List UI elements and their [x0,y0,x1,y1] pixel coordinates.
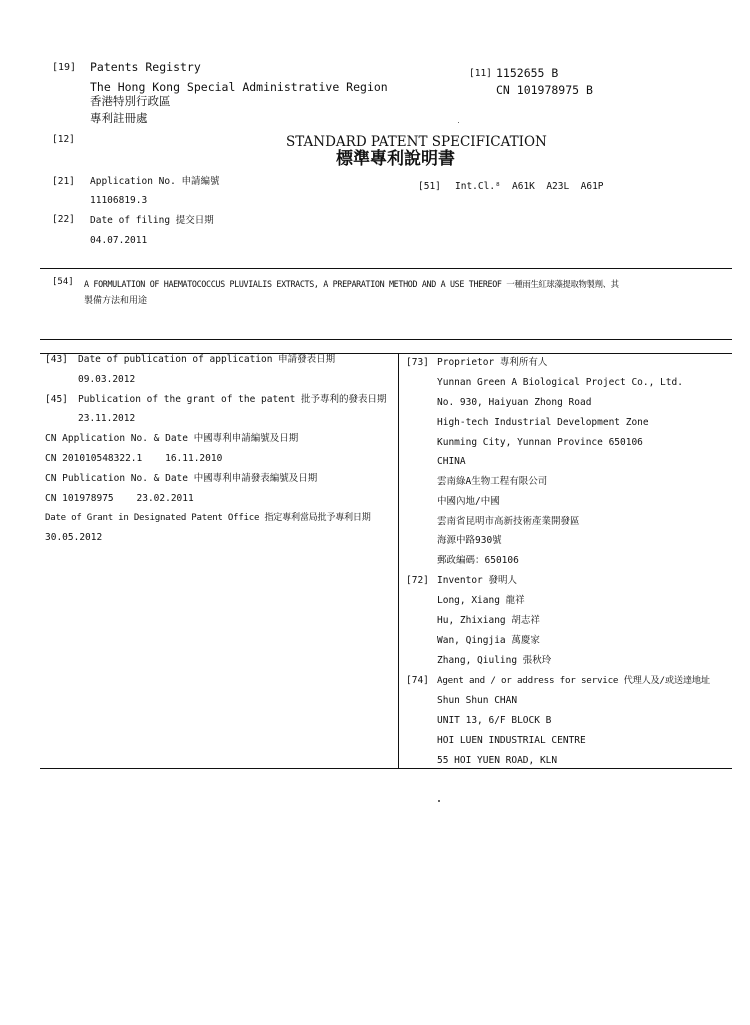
proprietor-line: No. 930, Haiyuan Zhong Road [437,397,592,408]
column-divider [398,353,399,769]
inid-code-11: [11] [469,68,492,79]
inid-code-54: [54] [52,277,74,287]
designated-grant-label: Date of Grant in Designated Patent Office 指定專利當局批予專利日期 [45,513,371,523]
registry-name-zh: 專利註冊處 [90,111,148,125]
proprietor-line: 郵政編碼：650106 [437,555,519,566]
inventor-name: Hu, Zhixiang 胡志祥 [437,615,540,626]
agent-line: HOI LUEN INDUSTRIAL CENTRE [437,735,586,746]
inid-code-72: [72] [406,575,429,586]
inid-code-19: [19] [52,62,77,73]
application-number-label: Application No. 申請編號 [90,176,220,187]
inid-code-45: [45] [45,394,68,405]
publication-date: 09.03.2012 [78,374,136,385]
title-top-rule [40,268,732,269]
int-cl-codes: A61K A23L A61P [512,181,604,192]
proprietor-line: 中國內地/中國 [437,496,500,507]
agent-label: Agent and / or address for service 代理人及/或送達地址 [437,675,710,686]
inventor-label: Inventor 發明人 [437,575,517,586]
cn-application-value: CN 201010548322.1 16.11.2010 [45,453,223,464]
inid-code-12: [12] [52,134,75,145]
filing-date-label: Date of filing 提交日期 [90,215,214,226]
title-bottom-rule [40,339,732,340]
cn-patent-number: CN 101978975 B [496,83,593,97]
registry-name-en: Patents Registry [90,60,201,74]
proprietor-line: High-tech Industrial Development Zone [437,417,649,428]
region-name-en: The Hong Kong Special Administrative Region [90,80,388,94]
invention-title-line1: A FORMULATION OF HAEMATOCOCCUS PLUVIALIS EXTRACTS, A PREPARATION METHOD AND A USE THEREOF 一種雨生紅球藻提取物製劑、其 [84,279,619,289]
region-name-zh: 香港特別行政區 [90,94,171,108]
inid-code-74: [74] [406,675,429,686]
grant-publication-date: 23.11.2012 [78,413,136,424]
proprietor-line: 海源中路930號 [437,535,502,546]
spec-title-zh: 標準專利說明書 [336,149,455,169]
patent-number: 1152655 B [496,66,559,80]
proprietor-line: Kunming City, Yunnan Province 650106 [437,437,643,448]
spec-title-en: STANDARD PATENT SPECIFICATION [286,134,547,150]
invention-title-line2: 製備方法和用途 [84,296,148,306]
scan-speck [458,122,459,123]
agent-line: UNIT 13, 6/F BLOCK B [437,715,552,726]
proprietor-line: Yunnan Green A Biological Project Co., Ltd. [437,377,683,388]
right-column-top-rule [398,353,732,354]
inid-code-22: [22] [52,214,75,225]
int-cl-label: Int.Cl.⁸ [455,181,501,192]
designated-grant-date: 30.05.2012 [45,532,103,543]
inventor-name: Long, Xiang 龍祥 [437,595,525,606]
cn-publication-value: CN 101978975 23.02.2011 [45,493,194,504]
proprietor-label: Proprietor 專利所有人 [437,357,548,368]
proprietor-line: 雲南省昆明市高新技術產業開發區 [437,516,580,527]
inventor-name: Zhang, Qiuling 張秋玲 [437,655,552,666]
publication-date-label: Date of publication of application 申請發表日期 [78,354,336,365]
table-bottom-rule [40,768,732,769]
inid-code-21: [21] [52,176,75,187]
filing-date: 04.07.2011 [90,235,148,246]
scan-speck [438,800,440,802]
agent-line: Shun Shun CHAN [437,695,518,706]
grant-publication-label: Publication of the grant of the patent 批予專利的發表日期 [78,394,387,405]
cn-application-label: CN Application No. & Date 中國專利申請編號及日期 [45,433,299,444]
inid-code-51: [51] [418,181,441,192]
inid-code-43: [43] [45,354,68,365]
proprietor-line: 雲南綠A生物工程有限公司 [437,476,548,487]
application-number: 11106819.3 [90,195,148,206]
proprietor-line: CHINA [437,456,466,467]
cn-publication-label: CN Publication No. & Date 中國專利申請發表編號及日期 [45,473,318,484]
inventor-name: Wan, Qingjia 萬慶家 [437,635,540,646]
inid-code-73: [73] [406,357,429,368]
agent-line: 55 HOI YUEN ROAD, KLN [437,755,558,766]
